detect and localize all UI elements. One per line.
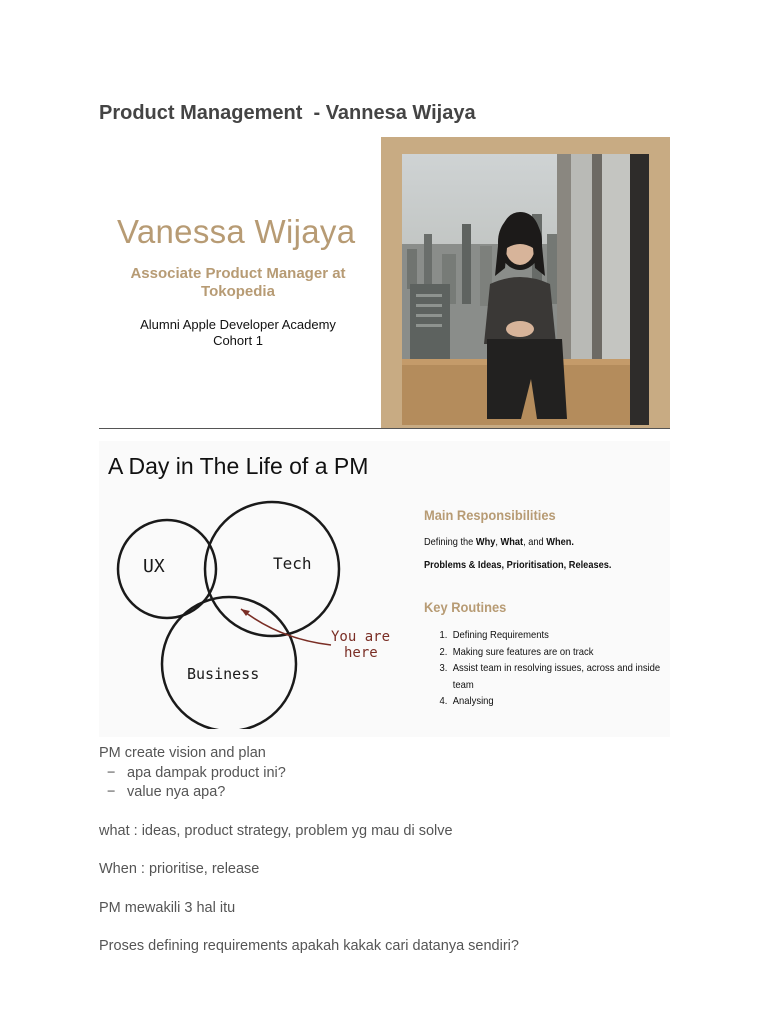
venn-diagram <box>109 499 409 729</box>
venn-label-ux: UX <box>143 556 165 577</box>
routine-item: 4. Analysing <box>450 693 666 710</box>
pointer-label-line-1: You are <box>331 629 391 645</box>
venn-label-tech: Tech <box>273 554 312 573</box>
resp-what: What <box>500 536 524 548</box>
speaker-role <box>99 265 377 301</box>
note-question: Proses defining requirements apakah kakak cari datanya sendiri? <box>99 938 519 954</box>
resp-when: When. <box>546 536 574 548</box>
responsibilities-line-2: Problems & Ideas, Prioritisation, Releases. <box>424 559 612 571</box>
dash-bullet: − <box>107 784 116 800</box>
note-bullet-1 <box>99 764 699 784</box>
venn-label-business: Business <box>187 665 260 683</box>
speaker-alumni <box>99 317 377 349</box>
resp-sep-2: , and <box>523 536 547 548</box>
bullet-text: value nya apa? <box>127 784 226 800</box>
note-bullet-2 <box>99 783 699 803</box>
alumni-line-1: Alumni Apple Developer Academy <box>140 317 336 332</box>
notes-section <box>99 744 699 957</box>
note-what: what : ideas, product strategy, problem yg mau di solve <box>99 822 453 839</box>
resp-why: Why <box>475 536 496 548</box>
note-vision: PM create vision and plan <box>99 745 266 761</box>
role-line-1: Associate Product Manager at <box>130 265 346 282</box>
routine-item: 1. Defining Requirements <box>450 627 666 644</box>
key-routines-title: Key Routines <box>424 599 507 615</box>
resp-prefix: Defining the <box>424 536 476 548</box>
pointer-label-line-2: here <box>344 645 378 661</box>
profile-slide <box>99 137 670 429</box>
speaker-photo <box>402 154 649 425</box>
photo-frame <box>381 137 670 428</box>
slide-heading: A Day in The Life of a PM <box>108 453 369 479</box>
bullet-text: apa dampak product ini? <box>127 764 286 781</box>
page-title: Product Management - Vannesa Wijaya <box>99 102 476 124</box>
note-when: When : prioritise, release <box>99 861 260 877</box>
role-line-2: Tokopedia <box>201 283 275 300</box>
routine-item: 2. Making sure features are on track <box>450 644 666 661</box>
main-responsibilities-title: Main Responsibilities <box>424 507 556 523</box>
note-represents: PM mewakili 3 hal itu <box>99 899 236 916</box>
routine-item: 3. Assist team in resolving issues, across and inside team <box>450 660 666 693</box>
venn-circle-business <box>162 597 296 729</box>
alumni-line-2: Cohort 1 <box>213 333 263 348</box>
day-in-life-slide <box>99 441 670 737</box>
responsibilities-line-1 <box>424 536 574 548</box>
venn-circle-tech <box>205 502 339 636</box>
dash-bullet: − <box>107 764 116 781</box>
speaker-name: Vanessa Wijaya <box>117 213 356 250</box>
key-routines-list <box>432 627 666 710</box>
resp-sep-1: , <box>495 536 501 548</box>
